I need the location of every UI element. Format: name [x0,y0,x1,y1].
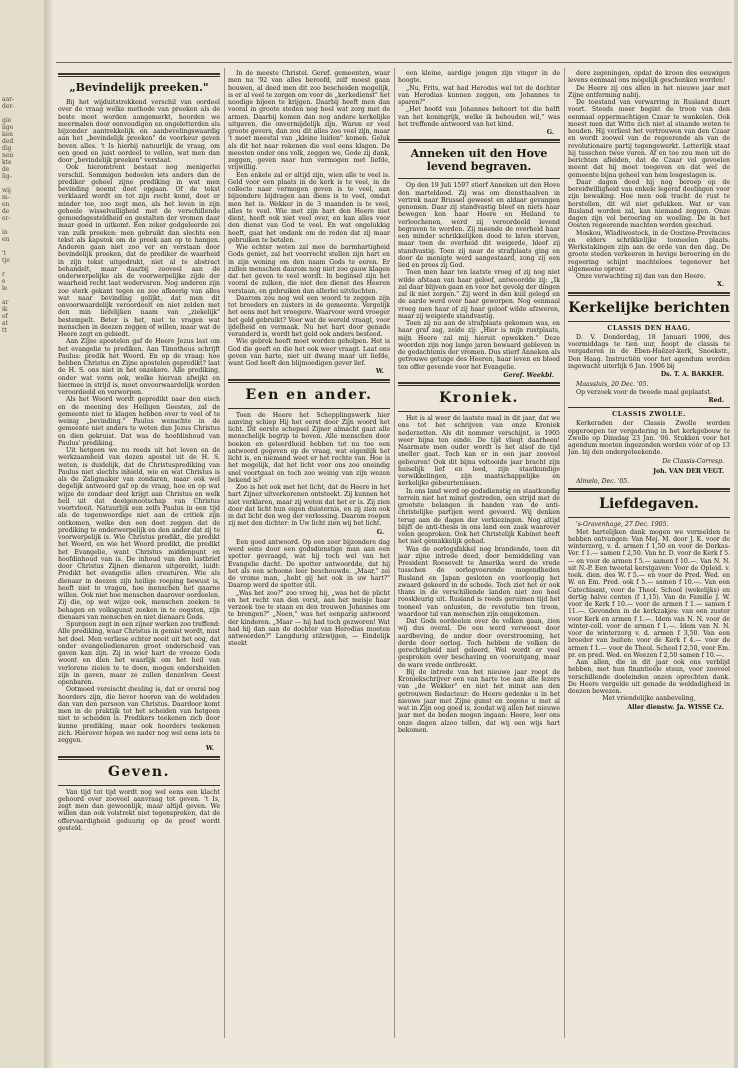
margin-fragment: ded [2,138,14,145]
paragraph: Ootmoed vereischt dwaling is, dat er overal nog hoorders zijn, die liever hooren van de weldaden dan van den persoon van Christus. Daardoor komt men in de praktijk tot het scheiden van hetgeen niet te scheiden is. Predikers teekenen zich door kunne prediking, maar ook hoorders teekenen zich. Hierover hopen we nader nog wel eens iets te zeggen. [58,686,220,744]
margin-fragment: tt [2,327,7,334]
margin-fragment: dig [2,145,12,152]
paragraph: Spurgeon zegt in een zijner werken zoo treffend: Alle prediking, waar Christus in gemist wordt, mist het doel. Men verliese echter nooit uit het oog, dat onder evangeliedienaren groot onderscheid van gaven kan zijn. Zij in wier hart de vreeze Gods woont en dien het waarlijk om het heil van verlorene zielen te te doen, mogen ondersheiden zijn in gaven, maar ze zullen denzelven Geest openbaren. [58,621,220,686]
signature: W. [205,745,214,753]
section-rule [228,408,390,409]
top-rule [56,62,732,63]
paragraph: Was de oorlogsfakkel nog brandende, toen dit jaar zijne intrede deed, door bemiddeling van President Roosevelt te Amerika werd de vrede tusschen de oorlogvoerende mogendheden Rusland en Japan gesloten en voorloopig het zwaard gekeerd in de schede. Toch ziet het er ook thans in de verschillende landen niet zoo heel rooskleurig uit. Rusland is reeds geruimen tijd het tooneel van onlusten, de revolutie ten troon, waardoor tal van menschen zijn omgekomen. [398,545,560,618]
place-date: Almelo, Dec. '05. [576,478,630,485]
paragraph: Als het Woord wordt gepredikt naar den eisch en de meening des Heiligen Geestes, zal de gemeente niet te klagen hebben over te veel of te weinig „bevinding." Paulus wenschte in de gemeente niet anders te weten dan Jezus Christus en dien gekruist. Dat was de hoofdinhoud van Paulus' prediking. [58,396,220,447]
margin-fragment: tje [2,257,10,264]
section-title-liefdegaven: Liefdegaven. [599,496,699,513]
paragraph: Daarom zou nog wel een woord te zeggen zijn tot broeders en zusters in de gemeente. Vergelijk het eens met het vroegere. Waarvoor werd vroeger het geld gebruikt? Voor wat de wereld vraagt, voor ijdelheid en vermaak. Nu het hart door genade veranderd is, wordt het geld ook anders besteed. [228,294,390,338]
column-4 [568,70,730,1035]
column-2 [228,70,390,1035]
article-title-kroniek: Kroniek. [439,390,519,406]
section-rule [58,756,220,760]
section-rule [568,407,730,408]
paragraph: Ook hieromtrent bestaat nog menigerlei verschil. Sommigen bedoelen iets anders dan de prediker geheel zijne prediking in wat men bevinding noemt doet opgaan. Of de tekst verklaard wordt en tot zijn recht komt, doet er minder toe, zoo zegt men, als het leven in zijn geheele wisselvalligheid met de verschillende gemoedsgesteldheid en gestalten der vromen daar maar goed in uitkomt. Een zeker godgeleerde zei van zulk preeken: men gebruikt dan slechts een tekst als kapstok om de preek aan op te hangen. Anderen gaan niet zoo ver en verstaan door bevindelijk preeken, dat de prediker de waarheid in zijn tekst uitgedrukt, niet al te abstract behandelt, maar daarbij zooveel aan de onderwerpelijke als de voorwerpelijke zijde der waarheid recht laat wedervaren. Nog anderen zijn zoo sterk gekant tegen en zoo afkeerig van alles wat naar bevinding gelijkt, dat men dit onvoorwaardelijk veroordeelt en niet zelden met den min liefelijken naam van „ziekelijk" bestempelt. Beter is het, niet te vragen wat menschen in deezen zeggen of willen, maar wat de Heere zegt en gebiedt. [58,164,220,338]
paragraph: Wie gebrek heeft moet worden geholpen. Het is God die geeft en die het ook weer vraagt. Laat ons geven van harte, niet uit dwang maar uit liefde, want God heeft den blijmoedigen gever lief. [228,338,390,367]
section-title-kerkelijke-berichten: Kerkelijke berichten [568,299,730,316]
paragraph: Toen men haar ten laatste vroeg of zij nog niet wilde afstaan van haar geloof, antwoordde zij: „Ik zal daar blijven gaan en voor het gevolg der dingen zal ik niet zorgen." Zij werd in den kuil gelegd en de aarde werd over haar geworpen. Nog eenmaal vroeg men haar of zij haar geloof wilde afzweren, maar zij weigerde standvastig. [398,269,560,320]
margin-fragment [0,292,44,299]
right-edge [734,0,738,1068]
paragraph: Met hartelijken dank mogen we vermelden te hebben ontvangen: Van Mej. M. door J. K. voor de winterzorg, v. d. armen f 1,50 en voor de Dorkas-Ver. f 1.— samen f 2,50. Van hr. D. voor de Kerk f 5.— en voor de armen f 5.— samen f 10.—. Van N. N. uit N.-P. Een tweetal kerstgaven: Voor de Opleid. v. toek. dien. des W. f 5.— en voor de Pred. Wed. en W. en Em. Pred. ook f 5.— samen f 10.—. Van een Catechisant, voor de Theol. School (wekelijks) en dertig halve centen (f 1,15). Van de Familie J. W. voor de Kerk f 10.— voor de armen f 1.— samen f 11.—. Gevonden in de kerkzakjes: van een zuster voor Kerk en armen f 1.—. Idem van N. N. voor de winter-coll. voor de armen f 1.—. Idem van N. N. voor de winterzorg v. d. armen f 3,50. Van een broeder van buiten: voor de Kerk f 4.— voor de armen f 1.— voor de Theol. School f 2,50, voor Em. pr. en pred. Wed. en Weezen f 2,50 samen f 10.—. [568,528,730,659]
paragraph: D. V. Donderdag, 18 Januari 1906, des voormiddags te tien uur, hoopt de classis te vergaderen in de Eben-Haëzer-kerk, Snoekstr., Den Haag. Instructiën voor het agendum worden ingewacht uiterlijk 6 Jan. 1906 bij [568,333,730,370]
paragraph: „Het hoofd van Johannes behoort tot die helft van het koningrijk, welke ik behouden wil," was het treffende antwoord van het kind. [398,106,560,128]
paragraph: Aan allen, die in dit jaar ook ons verblijd hebben, met hun finantieële steun, voor zooveel verschillende doeleinden onzen oprechten dank. De Heere vergelde uit genade de weldadigheid in deezen bewezen. [568,659,730,695]
column-rule-2 [394,68,395,1038]
paragraph: In de meeste Christel. Geref. gemeenten, waar men na '92 van alles beroofd, zelf moest gaan bouwen, al deed men dit zoo bescheiden mogelijk, is er al veel te zorgen om voor de „kerkedienst" het noodige bijeen te krijgen. Daarbij heeft men dan vooral in groote steden nog heel wat zorg met de armen. Daarbij komen dan nog andere kerkelijke uitgaven, die onvermijdelijk zijn. Waren er veel groote gevers, dan zou dit alles zoo veel zijn, maar 't moet meestal van „kleine luiden" komen. Geluk als dit het naar rekenen die veel eens klagen. De meesten onder ons volk, zeggen we, Gode zij dank, zeggen, geven naar hun vermogen met liefde, vrijwillig. [228,70,390,172]
column-3 [398,70,560,1035]
margin-fragment: de [2,166,10,173]
margin-fragment: kte [2,159,12,166]
signature: G. [376,528,384,536]
source-credit: Geref. Weekbl. [503,371,554,379]
paragraph: „Was het zoo?" zoo vroeg hij, „was het de plicht en het recht van den vorst, aan het meisje haar verzoek toe te staan en den trouwen Johannes om te brengen?" „Neen," was het eenparig antwoord der kinderen. „Maar — hij had toch gezworen! Wat had hij dan aan de dochter van Herodias moeten antwoorden?" Langdurig stilzwijgen, — Eindelijk steekt [228,589,390,648]
margin-fragment: en [2,201,10,208]
section-rule [398,139,560,143]
margin-fragment: m- [2,194,10,201]
section-rule [398,411,560,412]
margin-fragment: ar [2,299,9,306]
section-rule [398,178,560,179]
margin-fragment: e [2,278,6,285]
paragraph: dere zegeningen, opdat de kroon des eeuwigen levens eenmaal ons mogelijk geschonken worden! [568,70,730,85]
article-body-bevindelijk [58,99,220,744]
margin-fragment: ken [2,131,14,138]
paragraph: Op den 19 Juli 1597 stierf Anneken uit den Hove den marteldood. Zij was om diensthaalven in vertrek naar Brussel geweest en aldaar gevangen genomen. Daar zij standvastig bleef en niets haar bewegen kon haar Heere en Heiland te verloochenen, werd zij veroordeeld levend begraven te worden. Zij meende de overheid haar een minder schrikkelijken dood te laten sterven, maar toen de overheid dit weigerde, bleef zij standvastig. Toen zij naar de strafplaats ging en door de menigte werd aangestaard, zong zij een lied en prees zij God. [398,182,560,269]
paragraph: Toen de Heere het Schepplingswerk hier aanving schiep Hij het eerst door Zijn woord het licht. Dit eerste schepsel Zijner almacht gaat alle menschelijk begrip te boven. Alle menschen door boeken en geleerdheid hebben tot nu toe een antwoord gegeven op de vraag, wat eigenlijk het licht is, en niemand weet er het rechte van. Hoe is het mogelijk, dat het licht voor ons zoo oneindig snel voortgaat en toch zoo weinig van zijn wezen bekend is? [228,411,390,484]
closing-line: Met vriendelijke aanbeveling, [602,695,696,703]
margin-fragment: de [2,208,10,215]
section-rule [568,517,730,518]
margin-fragment: gie [2,117,12,124]
signature-name: Ds. T. A. BAKKER. [660,371,724,378]
signature: X. [717,281,724,289]
margin-fragment: ik [2,306,8,313]
column-rule-1 [224,68,225,1038]
margin-fragment: en [2,236,10,243]
subhead-classis-zwolle: CLASSIS ZWOLLE. [612,411,686,418]
margin-fragment: at [2,320,8,327]
margin-fragment: of [2,313,8,320]
margin-fragment: aar- [2,96,15,103]
margin-fragment [0,180,44,187]
paragraph: Onze verwachting zij dan van den Heere. [576,273,706,280]
paragraph: Wie echter weten zal mee de barmhartigheid Gods geniet, zal het voorrecht stellen zijn hart en in zijn woning om den naam Gods te eeren. Er zullen menschen daarom nog niet zoo gauw klagen dat het geven te veel wordt. In beginsel zijn het vooral de zulken, die niet den dienst des Heeren verstaan, en gebruiken dan allerlei uitvluchten. [228,244,390,295]
article-title-anneken: Anneken uit den Hove levend begraven. [410,147,548,174]
margin-fragment [0,110,44,117]
signature: G. [546,129,554,136]
paragraph: een kleine, aardige jongen zijn vinger in de hoogte. [398,70,560,85]
gutter-shadow [44,0,54,1068]
paragraph: In ons land werd op godsdienstig en staatkundig terrein niet het minst gestreden, een strijd met de grootste belangen in handen van de anti-christelijke partijen werd gevoerd. Wij denken terug aan de dagen der verkiezingen. Nog altijd blijft de anti-thesis in ons land een zaak waarover velen gesproken. Ook het Christelijk Kabinet heeft het niet gemakkelijk gehad. [398,487,560,546]
margin-fragment: in [2,229,8,236]
paragraph: Van tijd tot tijd wordt nog wel eens een klacht gehoord over zooveel aanvraag tot geven. 't Is, zegt men dan gewoonlijk, maar altijd geven. We willen dan ook volstrekt niet tegenspreken, dat de offervaardigheid geduurig op de proef wordt gesteld. [58,788,220,832]
paragraph: Aan Zijne apostelen gaf de Heere Jezus last om het evangelie te prediken. Aan Timotheus schrijft Paulus: predik het Woord. En op de vraag: hoe hebben Christus en Zijne apostelen gepredikt? laat de H. S. ons niet in het onzekere. Alle prediking, onder wat vorm ook, welke hiervan afwijkt en hiermee in strijd is, moet onvoorwaardelijk worden veroordeeld en verworpen. [58,338,220,396]
section-rule [568,321,730,322]
repost-note: Op verzoek voor de tweede maal geplaatst. [576,388,712,396]
margin-fragment: nen [2,152,14,159]
correspondent-name: Joh. VAN DER VEGT. [653,467,724,475]
section-rule [58,785,220,786]
margin-fragment: er- [2,215,11,222]
paragraph: Een enkele zal er altijd zijn, wien alle te veel is. Geld voor een plaats in de kerk is te veel, in de collecte naar vermogen geven is te veel, aan bijzondere bijdragen aan diens is te veel, omdat men het is. Wekker in de 3 maanden is te veel, alles te veel. Wie met zijn hart den Heere niet dient, heeft ook niet veel over, en kan alles voor den dienst van God te veel. En wat ongelukkig heeft, gaat het ondank om de reden dat zij maar gebruiken te betalen. [228,171,390,244]
article-title-bevindelijk: „Bevindelijk preeken." [69,81,209,94]
paragraph: Een goed antwoord. Op een zeer bijzondere dag werd eens door een godsdienstige man aan een spotter gevraagd, wat hij toch wel van het Evangelie dacht. De spotter antwoordde, dat hij het als een schoone leer beschouwde. „Maar," zei de vrome man, „hebt gij het ook in uw hart?" Daarop werd de spotter stil. [228,538,390,590]
headline-rule [58,73,220,77]
margin-fragment: iige [2,124,14,131]
subhead-classis-den-haag: CLASSIS DEN HAAG. [607,324,691,332]
paragraph: De toestand van verwarring in Rusland duurt voort. Steeds meer begint de troon van den eenmaal oppermachtigen Czaar te wankelen. Ook moest men dat Witte zich niet al staande weten te houden. Hij verliest het vertrouwen van den Czaar en wordt zoowel van de regeerende als van de revolutionaire partij tegengewerkt. Letterlijk staat hij tusschen twee vuren. Af en toe zou men uit de berichten afleiden, dat de Czaar vol gevoelen meent dat hij moet toegeven en dat wel de gemeente bijna geheel van hem losgeslagen is. [568,99,730,179]
correspondent: De Classis-Corresp. [662,457,724,465]
paragraph: Bij het wijduitstrekkend verschil van oordeel over de vraag welke methode van preeken als de beste moet worden aangemerkt, hoorden we meermalen door eenvoudigen en ongeletterden als bijzonder aantrekkelijk en aanbevelingswaardig aan het „bevindelijk preeken" de voorkeur geven boven alles. 't Is hierbij natuurlijk de vraag, om een goed en juist oordeel te vellen, wat men dan door „bevindelijk preeken" verstaat. [58,99,220,164]
dateline: 's-Gravenhage, 27 Dec. 1905. [576,521,669,529]
margin-fragment: der- [2,103,15,110]
paragraph: De Heere zij ons allen in het nieuwe jaar met Zijne ontferming nabij. [568,84,730,99]
paragraph: Het is al weer de laatste maal in dit jaar, dat we ons tot het schrijven van onze Kroniek nederzetten. Als dit nommer verschijnt, is 1905 weer bijna ten einde. De tijd vliegt daarheen! Naarmate men ouder wordt is het alsof de tijd sneller gaat. Toch kan er in een jaar zooveel gebeuren! Ook dit bijna voltooide jaar bracht zijn huiselijk lief en leed, zijn staatkundige verwikkelingen, zijn maatschappelijke en kerkelijke gebeurtenissen. [398,415,560,488]
margin-fragment: le [2,285,8,292]
margin-fragment: 't [2,250,7,257]
previous-page-margin [0,0,45,1068]
signature: W. [375,368,384,376]
editor-mark: Red. [708,396,724,404]
section-rule [228,379,390,383]
article-title-geven: Geven. [108,763,170,780]
paragraph: Moskou, Wladiwostock, in de Oostzee-Provincies en elders schrikkelijke tooneelen plaats. Werkstakingen zijn aan de orde van den dag. De groote steden verkeeren in hevige beroering en de regeering schijnt machteloos tegenover het algemeene oproer. [568,229,730,273]
closing-signature: Aller dienstw. Ja. WISSE Cz. [627,703,724,711]
paragraph: Toen zij nu aan de strafplaats gekomen was, en haar graf zag, zeide zij: „Hier is mijn rustplaats, mijn Heere zal mij hieruit opwekken." Deze woorden zijn nog lange jaren bewaard gebleven in de gedachtenis der vromen. Dus stierf Anneken als getrouwe getuige des Heeren, haar leven en bloed ten offer gevende voor het Evangelie. [398,320,560,371]
section-rule [568,488,730,492]
section-rule [398,382,560,386]
margin-fragment [0,243,44,250]
margin-fragment: r [2,271,5,278]
paragraph: Daar dagen deed hij nog beroep op de bereidwilligheid van enkele legeraf deelingen voor zijn bewaking. Hoe men ook tracht de rust te herstellen, dit wil niet gelukken. Wat er van Rusland worden zal, kan niemand zeggen. Onze dagen zijn vol beroering en woeling. De in het Oosten regeerende machten worden geschud. [568,178,730,230]
paragraph: Kerkeraden der Classis Zwolle worden opgeroepen ter vergadering in het kerkgebouw te Zwolle op Dinsdag 23 Jan. '06. Stukken voor het agendum moeten ingezonden worden vóór of op 13 Jan. bij den ondergeteekende. [568,420,730,457]
section-rule [568,292,730,296]
column-1 [58,70,220,1035]
margin-fragment [0,264,44,271]
paragraph: Dat Gods oordeelen over de volken gaan, zien wij dus overal. De een werd verwoest door aardbeving, de ander door overstrooming, het derde door oorlog. Toch hebben de volken de gerechtigheid niet geleerd. Wel wordt er veel gesproken over beschaving en vooruitgang, maar de ware vrede ontbreekt. [398,618,560,669]
paragraph: Zoo is het ook met het licht, dat de Heere in het hart Zijner uitverkorenen ontsteekt. Zij kunnen het niet verklaren, maar zij weten dat het er is. Zij zien door dat licht hun eigen duisternis, en zij zien ook in dat licht den weg der verlossing. Daarom roepen zij met den dichter: in Uw licht zien wij het licht. [228,484,390,528]
place-date: Maassluis, 20 Dec. '05. [576,381,649,389]
paragraph: Bij de intrede van het nieuwe jaar roept de Kroniekschrijver een van harte toe aan alle lezers van „de Wekker" en niet het minst aan den getrouwen Redacteur: de Heere gedenke u in het nieuwe jaar met Zijne gunst en zegene u met al wat in Zijn oog goed is, zoodat wij allen het nieuwe jaar met de beden mogen ingaan: Heere, leer ons onze dagen alzoo tellen, dat wij een wijs hart bekomen. [398,668,560,734]
margin-fragment [0,222,44,229]
paragraph: „Nu, Frits, wat had Herodes wel tot de dochter van Herodias kunnen zeggen, om Johannes te sparen?" [398,84,560,106]
paragraph: Uit hetgeen we nu reeds uit het leven en de werkzaamheid van dezen apostel uit de H. S. weten, is duidelijk, dat de Christusprediking van Paulus niet slechts inhield, wie en wat Christus is als de Zaligmaker van zondaren, maar ook wel degelijk antwoord gaf op de vraag, hoe en op wat wijze de zondaar deel krijgt aan Christus en welk heil uit dat deelgenootschap van Christus voortvloeit. Natuurlijk een zelfs Paulus in een tijd als de tegenwoordige niet aan de critiek zijn ontkomen, welke den een doet zeggen dat de prediking te onderwerpelijk en den ander dat zij te voorwerpelijk is. Wie Christus predikt, die predikt het Woord, en wie het Woord predikt, die predikt het Evangelie, want Christus middenpunt en hoofdinhoud van is. De inhoud van den lastbrief door Christus Zijnen dienaren uitgereikt, luidt: Predikt het evangelie allen creaturen. Wie als dienaar in deezen zijn heilige roeping bewust is, heeft niet te vragen, hoe menschen het gaarne willen. Ook niet hoe menschen daarover oordeelen. Zij die, op wat wijze ook, menschen zoeken te behagen en volksgunst zoeken in te oogsten, zijn dienaars van menschen en niet dienaars Gods. [58,447,220,621]
article-title-een-en-ander: Een en ander. [245,386,373,403]
column-rule-3 [564,68,565,1038]
margin-fragment: lig- [2,173,12,180]
margin-fragment: wij [2,187,11,194]
